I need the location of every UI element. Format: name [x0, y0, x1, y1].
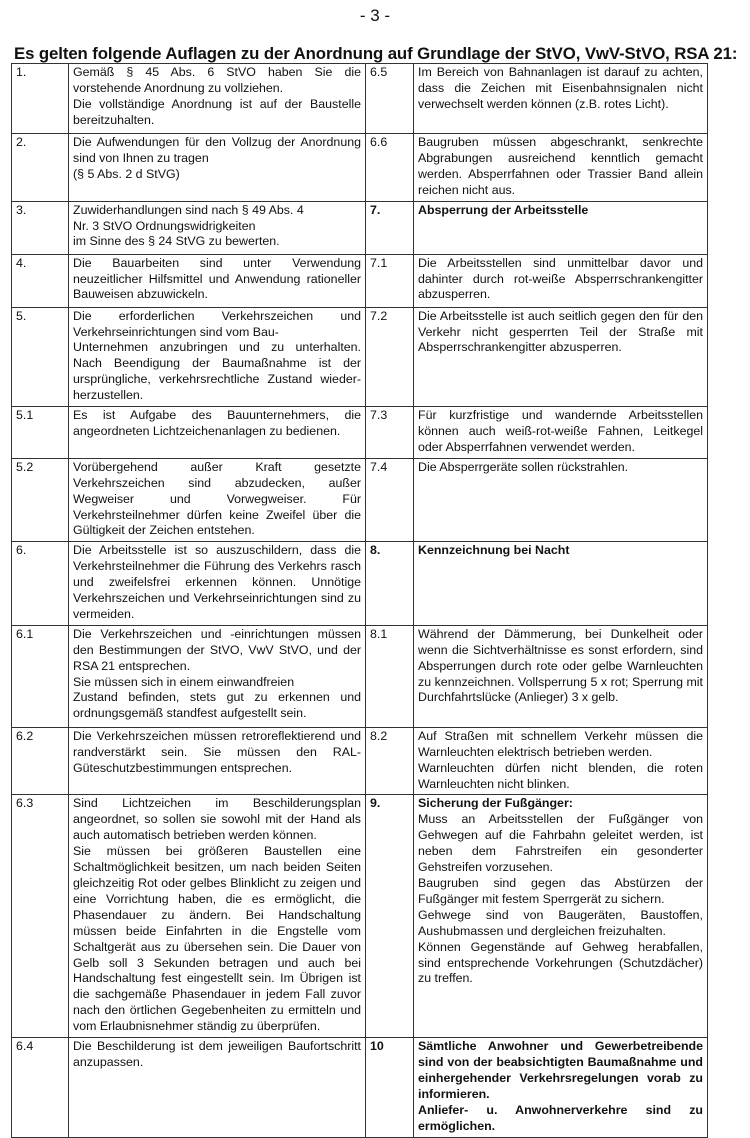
text-line: Die Arbeitsstelle ist so auszuschildern, dass die Verkehrsteilnehmer die Führung des Verkehrs rasch und zweifelsfrei erkennen können. Unnötige Verkehrszeichen und Verkehrseinrichtungen sind zu vermeiden. [73, 543, 361, 621]
condition-row [12, 254, 708, 307]
right-item-text [414, 254, 708, 307]
left-item-number: 6.4 [12, 1038, 69, 1137]
left-item-text [69, 542, 366, 626]
left-item-text [69, 1038, 366, 1137]
left-item-text [69, 795, 366, 1038]
text-line: Können Gegenstände auf Gehweg herabfallen, sind entsprechende Vorkehrungen (Schutzdächer) zu treffen. [418, 939, 703, 986]
condition-row [12, 795, 708, 1038]
text-line: (§ 5 Abs. 2 d StVG) [73, 166, 180, 181]
right-item-number: 9. [366, 795, 414, 1038]
left-item-number: 2. [12, 134, 69, 202]
condition-row [12, 625, 708, 727]
text-line: Warnleuchten dürfen nicht blenden, die roten Warnleuchten nicht blinken. [418, 760, 703, 791]
condition-row [12, 407, 708, 459]
right-item-number: 7.3 [366, 407, 414, 459]
text-line: Sämtliche Anwohner und Gewerbetreibende sind von der beabsichtigten Baumaßnahme und einhergehender Verkehrsregelungen vorab zu informieren. [418, 1039, 703, 1101]
left-item-text [69, 64, 366, 134]
page-number: - 3 - [359, 6, 391, 25]
left-item-number: 3. [12, 201, 69, 254]
right-item-number: 8.2 [366, 727, 414, 795]
text-line: Auf Straßen mit schnellem Verkehr müssen die Warnleuchten elektrisch betrieben werden. [418, 728, 703, 759]
right-item-number: 8.1 [366, 625, 414, 727]
condition-row [12, 64, 708, 134]
left-item-number: 6.3 [12, 795, 69, 1038]
text-line: Anliefer- u. Anwohnerverkehre sind zu ermöglichen. [418, 1102, 703, 1133]
right-item-text [414, 1038, 708, 1137]
text-line: Die Beschilderung ist dem jeweiligen Baufortschritt anzupassen. [73, 1039, 361, 1069]
right-item-number: 10 [366, 1038, 414, 1137]
right-item-text [414, 625, 708, 727]
right-item-number: 7. [366, 201, 414, 254]
text-line: Die Aufwendungen für den Vollzug der Anordnung sind von Ihnen zu tragen [73, 135, 361, 165]
right-item-text [414, 134, 708, 202]
text-line: Die Arbeitsstellen sind unmittelbar davor und dahinter durch rot-weiße Absperrschrankengitter abzusperren. [418, 255, 703, 302]
condition-row [12, 542, 708, 626]
left-item-number: 5.1 [12, 407, 69, 459]
text-line: Während der Dämmerung, bei Dunkelheit oder wenn die Sichtverhältnisse es sonst erfordern, sind Absperrungen durch rote oder gelbe Warnleuchten zu kennzeichnen. Vollsperrung 5 x rot; Sperrung mit Durchfahrtslücke (Anlieger) 3 x gelb. [418, 626, 703, 705]
text-line: Absperrung der Arbeitsstelle [418, 202, 589, 217]
left-item-number: 6. [12, 542, 69, 626]
left-item-text [69, 407, 366, 459]
text-line: Sind Lichtzeichen im Beschilderungsplan angeordnet, so sollen sie sowohl mit der Hand als auch automatisch betrieben werden können. [73, 796, 361, 843]
left-item-text [69, 201, 366, 254]
text-line: Nr. 3 StVO Ordnungswidrigkeiten [73, 218, 256, 233]
text-line: Die erforderlichen Verkehrszeichen und Verkehrseinrichtungen sind vom Bau- [73, 308, 361, 339]
right-item-text [414, 458, 708, 542]
left-item-text [69, 458, 366, 542]
left-item-text [69, 134, 366, 202]
right-item-number: 6.5 [366, 64, 414, 134]
text-line: Unternehmen anzubringen und zu unterhalten. Nach Beendigung der Baumaßnahme ist der ursprüngliche, verkehrsrechtliche Zustand wieder- herzustellen. [73, 340, 361, 403]
right-item-text [414, 727, 708, 795]
text-line: Sie müssen bei größeren Baustellen eine Schaltmöglichkeit besitzen, um nach beiden Seiten gleichzeitig Rot oder gelbes Blinklicht zu zeigen und eine Vorrichtung haben, die es ermöglicht, die Phasendauer zu ändern. Bei Handschaltung müssen beide Einfahrten in die Engstelle vom Schaltgerät aus zu übersehen sein. Die Dauer von Gelb soll 3 Sekunden betragen und auch bei Handschaltung fest eingestellt sein. Im Übrigen ist die sachgemäße Phasendauer in jedem Fall zuvor nach den örtlichen Gegebenheiten zu ermitteln und vom Erlaubnisnehmer ständig zu überprüfen. [73, 844, 361, 1034]
text-line: Baugruben sind gegen das Abstürzen der Fußgänger mit festem Sperrgerät zu sichern. [418, 876, 703, 906]
condition-row [12, 307, 708, 406]
right-item-text [414, 201, 708, 254]
right-item-number: 8. [366, 542, 414, 626]
left-item-text [69, 307, 366, 406]
right-item-text [414, 407, 708, 459]
condition-row [12, 134, 708, 202]
text-line: Für kurzfristige und wandernde Arbeitsstellen können auch weiß-rot-weiße Fahnen, Leitkegel oder Absperrfahnen verwendet werden. [418, 408, 703, 454]
text-line: Muss an Arbeitsstellen der Fußgänger von Gehwegen auf die Fahrbahn geleitet werden, ist neben dem Fahrstreifen ein gesonderter Gehstreifen vorzusehen. [418, 812, 703, 875]
right-item-number: 7.2 [366, 307, 414, 406]
text-line: Zuwiderhandlungen sind nach § 49 Abs. 4 [73, 202, 304, 217]
right-item-text [414, 307, 708, 406]
left-item-text [69, 727, 366, 795]
condition-row [12, 201, 708, 254]
text-line: Vorübergehend außer Kraft gesetzte Verkehrszeichen sind abzudecken, außer Wegweiser und Vorwegweiser. Für Verkehrsteilnehmer dürfen keine Zweifel über die Gültigkeit der Zeichen entstehen. [73, 459, 361, 538]
text-line: Gemäß § 45 Abs. 6 StVO haben Sie die vorstehende Anordnung zu vollziehen. [73, 65, 361, 95]
text-line: Die Verkehrszeichen und -einrichtungen müssen den Bestimmungen der StVO, VwV StVO, und der RSA 21 entsprechen. [73, 626, 361, 673]
left-item-number: 1. [12, 64, 69, 134]
right-item-number: 7.1 [366, 254, 414, 307]
text-line: Die Arbeitsstelle ist auch seitlich gegen den für den Verkehr nicht gesperrten Teil der Straße mit Absperrschrankengitter abzusperren. [418, 308, 703, 355]
text-line: Die Bauarbeiten sind unter Verwendung neuzeitlicher Hilfsmittel und Anwendung rationeller Bauweisen abzuwickeln. [73, 255, 361, 302]
right-item-number: 6.6 [366, 134, 414, 202]
right-item-number: 7.4 [366, 458, 414, 542]
left-item-text [69, 625, 366, 727]
condition-row [12, 458, 708, 542]
left-item-number: 5. [12, 307, 69, 406]
right-item-body [418, 812, 703, 987]
left-item-number: 6.2 [12, 727, 69, 795]
conditions-table [11, 63, 708, 1138]
right-item-title: Sicherung der Fußgänger: [418, 796, 573, 811]
left-item-number: 6.1 [12, 625, 69, 727]
text-line: Kennzeichnung bei Nacht [418, 543, 570, 558]
text-line: Gehwege sind von Baugeräten, Baustoffen, Aushubmassen und dergleichen freizuhalten. [418, 907, 703, 938]
text-line: im Sinne des § 24 StVG zu bewerten. [73, 234, 280, 249]
condition-row [12, 1038, 708, 1137]
text-line: Es ist Aufgabe des Bauunternehmers, die angeordneten Lichtzeichenanlagen zu bedienen. [73, 408, 361, 438]
right-item-text [414, 542, 708, 626]
left-item-number: 5.2 [12, 458, 69, 542]
text-line: Zustand befinden, stets gut zu erkennen und ordnungsgemäß standfest aufgestellt sein. [73, 690, 361, 721]
text-line: Die Verkehrszeichen müssen retroreflektierend und randverstärkt sein. Sie müssen den RAL-Güteschutzbestimmungen entsprechen. [73, 728, 361, 775]
condition-row [12, 727, 708, 795]
right-item-text [414, 64, 708, 134]
left-item-number: 4. [12, 254, 69, 307]
right-item-text [414, 795, 708, 1038]
text-line: Baugruben müssen abgeschrankt, senkrechte Abgrabungen ausreichend kenntlich gemacht werden. Absperrfahnen oder Trassier Band allein reichen nicht aus. [418, 135, 703, 197]
left-item-text [69, 254, 366, 307]
text-line: Sie müssen sich in einem einwandfreien [73, 674, 295, 689]
conditions-table-body [12, 64, 708, 1138]
text-line: Die Absperrgeräte sollen rückstrahlen. [418, 459, 629, 474]
text-line: Die vollständige Anordnung ist auf der Baustelle bereitzuhalten. [73, 96, 361, 127]
section-heading: Es gelten folgende Auflagen zu der Anordnung auf Grundlage der StVO, VwV-StVO, RSA 21: [14, 44, 738, 63]
text-line: Im Bereich von Bahnanlagen ist darauf zu achten, dass die Zeichen mit Eisenbahnsignalen nicht verwechselt werden können (z.B. rotes Licht). [418, 65, 703, 111]
